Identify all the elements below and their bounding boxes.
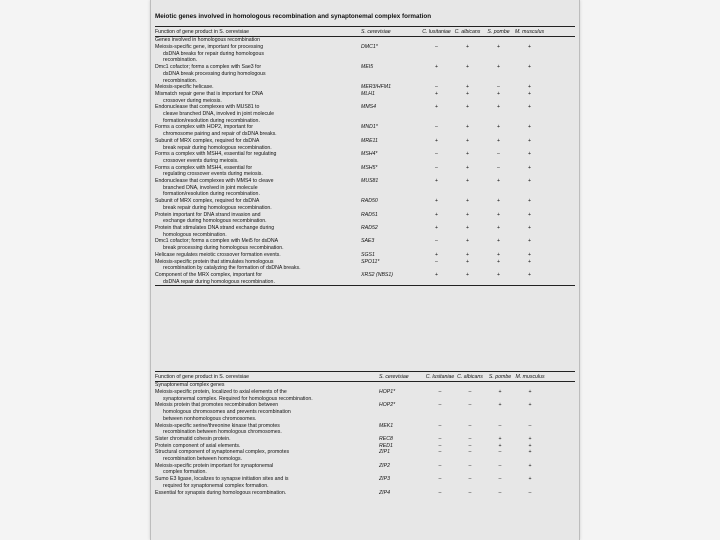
presence-cell: + [434, 198, 439, 205]
presence-cell: + [434, 271, 439, 278]
table-row [155, 443, 575, 450]
function-text-line: Meiosis-specific protein that stimulates homologous [155, 258, 274, 265]
table-row [155, 165, 575, 178]
function-text-line: branched DNA, involved in joint molecule [163, 184, 258, 191]
function-text-line: Protein that stimulates DNA strand exchange during [155, 224, 275, 231]
presence-cell: + [528, 435, 532, 442]
presence-cell: – [438, 462, 442, 469]
function-cell [155, 443, 379, 450]
header-c-albicans: C. albicans [457, 373, 483, 380]
presence-cell: + [465, 104, 470, 111]
presence-cell: + [434, 64, 439, 71]
header-c-lusitaniae: C. lusitaniae [422, 28, 451, 35]
gene-name-cell: ZIP4 [379, 489, 390, 496]
header-s-pombe: S. pombe [488, 373, 512, 380]
presence-cell: + [465, 251, 470, 258]
presence-cell: + [527, 178, 532, 185]
header-s-cerevisiae: S. cerevisiae [361, 28, 391, 35]
gene-name-cell: SAE3 [361, 238, 375, 245]
presence-cell: – [435, 44, 438, 50]
presence-cell: + [527, 238, 532, 245]
presence-cell: + [527, 258, 532, 265]
function-text-line: chromosome pairing and repair of dsDNA breaks. [163, 131, 277, 138]
header-c-albicans: C. albicans [454, 28, 481, 35]
function-cell [155, 463, 379, 476]
function-cell [155, 476, 379, 489]
function-text-line: recombination by catalyzing the formation of dsDNA breaks. [163, 265, 301, 272]
header-function: Function of gene product in S. cerevisiae [155, 28, 250, 35]
presence-cell: + [528, 389, 532, 395]
function-text-line: complex formation. [163, 469, 207, 476]
table-row [155, 44, 575, 64]
function-text-line: break repair during homologous recombination. [163, 144, 272, 151]
function-text-line: recombination. [163, 57, 198, 64]
gene-name-cell: DMC1* [361, 44, 378, 50]
function-text-line: dsDNA repair during homologous recombination. [163, 278, 275, 285]
presence-cell: + [465, 44, 470, 50]
presence-cell: – [468, 422, 472, 429]
function-cell [155, 104, 361, 124]
presence-cell: + [465, 90, 470, 97]
presence-cell: + [465, 211, 470, 218]
function-cell [155, 238, 361, 251]
presence-cell: + [527, 124, 532, 131]
presence-cell: + [434, 90, 439, 97]
function-text-line: crossover events during meiosis. [163, 157, 239, 164]
document-page [150, 0, 580, 540]
function-text-line: Dmc1 cofactor; forms a complex with Mei5 for dsDNA [155, 238, 279, 245]
presence-cell: – [468, 442, 472, 449]
presence-cell: – [468, 402, 472, 409]
table-row [155, 272, 575, 285]
gene-name-cell: ZIP3 [379, 476, 390, 483]
header-s-pombe: S. pombe [487, 28, 510, 35]
presence-cell: – [498, 489, 502, 496]
function-text-line: Forms a complex with HOP2, important for [155, 124, 254, 131]
presence-cell: + [528, 476, 532, 483]
gene-name-cell: HOP1* [379, 389, 396, 395]
gene-name-cell: RED1 [379, 442, 393, 449]
presence-cell: – [435, 238, 438, 245]
gene-name-cell: MER3/HFM1 [361, 84, 391, 91]
function-cell [155, 138, 361, 151]
function-text-line: break repair during homologous recombination. [163, 204, 272, 211]
table-row [155, 463, 575, 476]
function-cell [155, 490, 379, 497]
table-title: Meiotic genes involved in homologous recombination and synaptonemal complex formation [155, 13, 432, 20]
function-cell [155, 84, 361, 91]
header-c-lusitaniae: C. lusitaniae [425, 373, 455, 380]
presence-cell: + [465, 137, 470, 144]
presence-cell: + [527, 84, 532, 91]
function-text-line: Structural component of synaptonemal complex, promotes [155, 449, 290, 456]
function-text-line: exchange during homologous recombination. [163, 218, 267, 225]
table-row [155, 84, 575, 91]
presence-cell: – [468, 462, 472, 469]
table-row [155, 252, 575, 259]
function-text-line: Sumo E3 ligase, localizes to synapse initiation sites and is [155, 476, 289, 483]
presence-cell: + [498, 442, 502, 449]
presence-cell: – [438, 402, 442, 409]
table-row [155, 225, 575, 238]
bottom-rule [155, 285, 575, 286]
presence-cell: + [496, 124, 501, 131]
function-text-line: regulating crossover events during meiosis. [163, 171, 263, 178]
table-row [155, 151, 575, 164]
presence-cell: + [434, 211, 439, 218]
function-text-line: recombination between homologs. [163, 456, 243, 463]
presence-cell: – [498, 476, 502, 483]
presence-cell: + [496, 178, 501, 185]
function-text-line: cleave branched DNA, involved in joint molecule [163, 111, 275, 118]
gene-name-cell: MEI5 [361, 64, 374, 71]
presence-cell: + [465, 198, 470, 205]
presence-cell: + [527, 137, 532, 144]
presence-cell: + [527, 211, 532, 218]
function-text-line: break processing during homologous recombination. [163, 245, 284, 252]
table-row [155, 124, 575, 137]
presence-cell: + [465, 258, 470, 265]
header-function: Function of gene product in S. cerevisiae [155, 373, 250, 380]
function-text-line: Subunit of MRX complex, required for dsDNA [155, 137, 260, 144]
function-text-line: Meiosis-specific helicase. [155, 84, 214, 91]
presence-cell: – [497, 84, 500, 91]
presence-cell: + [465, 64, 470, 71]
table-row [155, 476, 575, 489]
presence-cell: + [465, 178, 470, 185]
header-s-cerevisiae: S. cerevisiae [379, 373, 409, 380]
function-text-line: Component of the MRX complex, important for [155, 271, 262, 278]
presence-cell: + [496, 258, 501, 265]
presence-cell: + [528, 462, 532, 469]
presence-cell: – [438, 435, 442, 442]
function-text-line: Meiosis-specific protein, localized to axial elements of the [155, 389, 287, 395]
function-cell [155, 449, 379, 462]
presence-cell: + [496, 137, 501, 144]
header-m-musculus: M. musculus [514, 28, 545, 35]
presence-cell: – [438, 422, 442, 429]
presence-cell: – [435, 151, 438, 158]
gene-name-cell: MLH1 [361, 90, 375, 97]
presence-cell: + [498, 402, 502, 409]
presence-cell: – [435, 164, 438, 171]
function-cell [155, 91, 361, 104]
function-text-line: recombination. [163, 77, 198, 84]
function-text-line: formation/resolution during recombination. [163, 191, 260, 198]
presence-cell: – [498, 422, 502, 429]
table-row [155, 91, 575, 104]
section-subtitle: Genes involved in homologous recombination [155, 37, 260, 43]
function-cell [155, 178, 361, 198]
presence-cell: + [465, 151, 470, 158]
function-text-line: Endonuclease that complexes with MMS4 to cleave [155, 178, 274, 185]
presence-cell: – [435, 124, 438, 131]
function-cell [155, 436, 379, 443]
presence-cell: – [468, 389, 472, 395]
function-text-line: Meiosis protein that promotes recombination between [155, 402, 279, 409]
header-m-musculus: M. musculus [515, 373, 545, 380]
presence-cell: – [528, 489, 532, 496]
function-text-line: dsDNA breaks for repair during homologous [163, 50, 264, 57]
gene-name-cell: SPO11* [361, 258, 380, 265]
presence-cell: + [496, 251, 501, 258]
presence-cell: + [496, 90, 501, 97]
table-row [155, 423, 575, 436]
presence-cell: + [528, 449, 532, 456]
presence-cell: – [435, 84, 438, 91]
table-header [155, 372, 575, 381]
presence-cell: – [498, 462, 502, 469]
table-row [155, 212, 575, 225]
presence-cell: + [496, 44, 501, 50]
presence-cell: – [497, 151, 500, 158]
presence-cell: + [527, 151, 532, 158]
function-cell [155, 44, 361, 64]
presence-cell: + [496, 211, 501, 218]
presence-cell: – [438, 449, 442, 456]
presence-cell: + [465, 124, 470, 131]
function-text-line: Essential for synapsis during homologous recombination. [155, 489, 287, 496]
function-text-line: Dmc1 cofactor; forms a complex with Sae3 for [155, 64, 262, 71]
gene-name-cell: ZIP2 [379, 462, 390, 469]
presence-cell: + [527, 271, 532, 278]
presence-cell: – [435, 258, 438, 265]
presence-cell: + [527, 64, 532, 71]
presence-cell: – [468, 449, 472, 456]
table-row [155, 178, 575, 198]
function-text-line: Forms a complex with MSH4, essential for regulating [155, 151, 277, 158]
presence-cell: – [528, 422, 532, 429]
presence-cell: + [527, 104, 532, 111]
presence-cell: + [434, 104, 439, 111]
presence-cell: + [527, 44, 532, 50]
function-cell [155, 151, 361, 164]
gene-name-cell: REC8 [379, 435, 393, 442]
section-subtitle: Synaptonemal complex genes [155, 382, 225, 388]
gene-name-cell: MRE11 [361, 137, 378, 144]
gene-name-cell: XRS2 (NBS1) [361, 271, 393, 278]
function-text-line: Meiosis-specific serine/threonine kinase that promotes [155, 422, 280, 429]
function-text-line: Meiosis-specific protein important for synaptonemal [155, 462, 274, 469]
gene-name-cell: RAD52 [361, 224, 378, 231]
presence-cell: + [496, 271, 501, 278]
presence-cell: + [465, 84, 470, 91]
presence-cell: + [527, 198, 532, 205]
table-body [155, 389, 575, 496]
function-cell [155, 212, 361, 225]
gene-name-cell: MEK1 [379, 422, 394, 429]
gene-name-cell: ZIP1 [379, 449, 390, 456]
gene-name-cell: RAD50 [361, 198, 378, 205]
presence-cell: – [438, 442, 442, 449]
function-text-line: Endonuclease that complexes with MUS81 to [155, 104, 260, 111]
presence-cell: + [527, 164, 532, 171]
function-text-line: Meiosis-specific gene, important for processing [155, 44, 264, 50]
presence-cell: + [496, 224, 501, 231]
function-text-line: Helicase regulates meiotic crossover formation events. [155, 251, 281, 258]
presence-cell: – [468, 435, 472, 442]
presence-cell: + [496, 198, 501, 205]
function-text-line: between nonhomologous chromosomes. [163, 415, 257, 422]
presence-cell: + [498, 389, 502, 395]
function-cell [155, 165, 361, 178]
function-text-line: required for synaptonemal complex formation. [163, 482, 269, 489]
presence-cell: + [528, 402, 532, 409]
table-body [155, 44, 575, 285]
presence-cell: + [465, 238, 470, 245]
presence-cell: + [496, 238, 501, 245]
function-cell [155, 402, 379, 422]
presence-cell: – [468, 476, 472, 483]
function-cell [155, 423, 379, 436]
table-row [155, 449, 575, 462]
presence-cell: + [527, 90, 532, 97]
function-cell [155, 259, 361, 272]
presence-cell: + [434, 178, 439, 185]
gene-name-cell: MUS81 [361, 178, 379, 185]
table-row [155, 64, 575, 84]
function-cell [155, 64, 361, 84]
synaptonemal-table [155, 371, 575, 496]
function-text-line: Sister chromatid cohesin protein. [155, 435, 231, 442]
presence-cell: + [496, 64, 501, 71]
function-text-line: Mismatch repair gene that is important for DNA [155, 90, 264, 97]
presence-cell: + [528, 442, 532, 449]
function-cell [155, 124, 361, 137]
function-cell [155, 252, 361, 259]
presence-cell: + [465, 271, 470, 278]
table-row [155, 104, 575, 124]
gene-name-cell: HOP2* [379, 402, 396, 409]
presence-cell: + [465, 164, 470, 171]
gene-name-cell: MSH4* [361, 151, 378, 158]
presence-cell: + [434, 251, 439, 258]
table-row [155, 198, 575, 211]
function-text-line: synaptonemal complex. Required for homologous recombination. [163, 395, 313, 402]
table-row [155, 490, 575, 497]
presence-cell: + [496, 104, 501, 111]
presence-cell: + [465, 224, 470, 231]
function-text-line: Protein important for DNA strand invasion and [155, 211, 261, 218]
presence-cell: – [438, 476, 442, 483]
function-text-line: crossover during meiosis. [163, 97, 222, 104]
function-text-line: Protein component of axial elements. [155, 442, 241, 449]
presence-cell: + [434, 224, 439, 231]
presence-cell: – [498, 449, 502, 456]
table-row [155, 389, 575, 402]
function-cell [155, 225, 361, 238]
function-text-line: formation/resolution during recombination. [163, 117, 260, 124]
presence-cell: + [434, 137, 439, 144]
table-row [155, 259, 575, 272]
presence-cell: + [527, 224, 532, 231]
presence-cell: + [527, 251, 532, 258]
gene-name-cell: MMS4 [361, 104, 376, 111]
presence-cell: – [468, 489, 472, 496]
function-text-line: Forms a complex with MSH4, essential for [155, 164, 253, 171]
table-header [155, 27, 575, 36]
presence-cell: + [498, 435, 502, 442]
table-row [155, 138, 575, 151]
presence-cell: – [438, 389, 442, 395]
gene-name-cell: SGS1 [361, 251, 375, 258]
function-text-line: recombination between homologous chromosomes. [163, 429, 282, 436]
function-cell [155, 198, 361, 211]
function-cell [155, 389, 379, 402]
presence-cell: – [497, 164, 500, 171]
table-row [155, 402, 575, 422]
gene-name-cell: MND1* [361, 124, 378, 131]
function-text-line: homologous recombination. [163, 231, 227, 238]
function-text-line: dsDNA break processing during homologous [163, 70, 266, 77]
function-text-line: Subunit of MRX complex, required for dsDNA [155, 198, 260, 205]
function-text-line: homologous chromosomes and prevents recombination [163, 409, 291, 416]
recombination-table [155, 26, 575, 286]
presence-cell: – [438, 489, 442, 496]
function-cell [155, 272, 361, 285]
table-row [155, 436, 575, 443]
gene-name-cell: MSH5* [361, 164, 378, 171]
table-row [155, 238, 575, 251]
gene-name-cell: RAD51 [361, 211, 378, 218]
